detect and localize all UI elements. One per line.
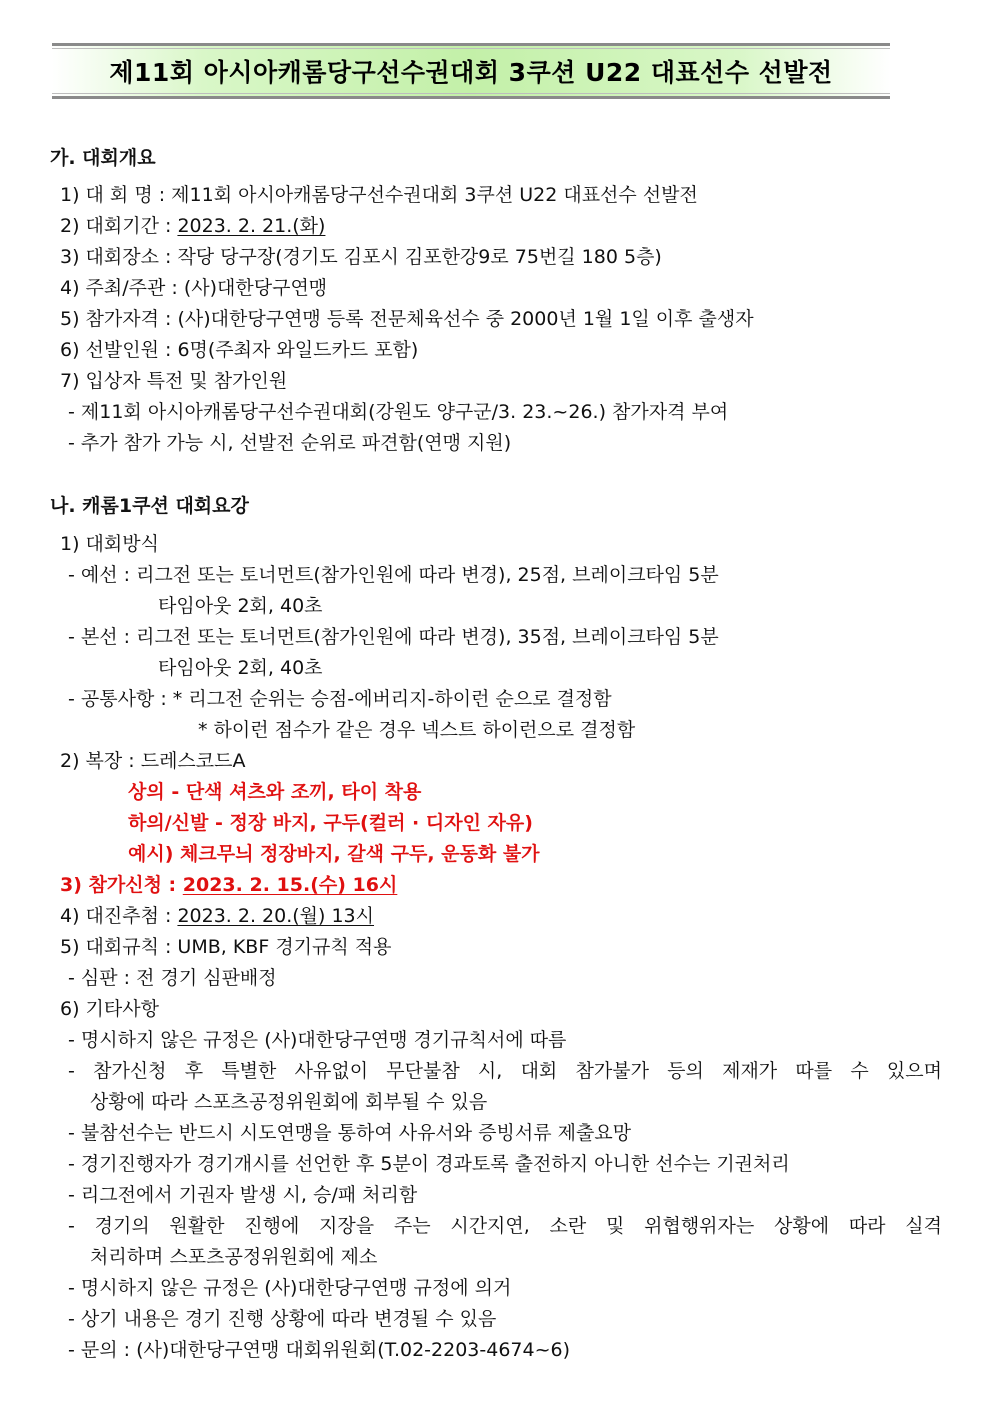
overview-item-selection: 6) 선발인원 : 6명(주최자 와일드카드 포함) [60, 339, 419, 361]
contact-item: - 문의 : (사)대한당구연맹 대회위원회(T.02-2203-4674~6) [68, 1339, 571, 1361]
benefit-bullet: - 제11회 아시아캐롬당구선수권대회(강원도 양구군/3. 23.~26.) 참가자격 부여 [68, 401, 729, 423]
etc-item: - 상기 내용은 경기 진행 상황에 따라 변경될 수 있음 [68, 1308, 497, 1330]
etc-item: - 참가신청 후 특별한 사유없이 무단불참 시, 대회 참가불가 등의 제재가 따를 수 있으며 [68, 1060, 942, 1082]
overview-item-host: 4) 주최/주관 : (사)대한당구연맹 [60, 277, 328, 299]
main-timeout: 타임아웃 2회, 40초 [158, 657, 323, 679]
common-rule-2: * 하이런 점수가 같은 경우 넥스트 하이런으로 결정함 [198, 719, 636, 741]
etc-item: - 경기진행자가 경기개시를 선언한 후 5분이 경과토록 출전하지 아니한 선수는 기권처리 [68, 1153, 790, 1175]
referee-item: - 심판 : 전 경기 심판배정 [68, 967, 277, 989]
etc-item: - 명시하지 않은 규정은 (사)대한당구연맹 규정에 의거 [68, 1277, 512, 1299]
overview-item-venue: 3) 대회장소 : 작당 당구장(경기도 김포시 김포한강9로 75번길 180 5층) [60, 246, 662, 268]
dress-example: 예시) 체크무늬 정장바지, 갈색 구두, 운동화 불가 [128, 843, 540, 865]
overview-item-period: 2) 대회기간 : 2023. 2. 21.(화) [60, 215, 326, 237]
etc-item-cont: 처리하며 스포츠공정위원회에 제소 [90, 1246, 378, 1268]
event-date: 2023. 2. 21.(화) [177, 215, 326, 237]
format-heading: 1) 대회방식 [60, 533, 159, 555]
common-rule: - 공통사항 : * 리그전 순위는 승점-에버리지-하이런 순으로 결정함 [68, 688, 612, 710]
section-b-heading: 나. 캐롬1쿠션 대회요강 [50, 495, 249, 517]
benefit-bullet: - 추가 참가 가능 시, 선발전 순위로 파견함(연맹 지원) [68, 432, 512, 454]
etc-heading: 6) 기타사항 [60, 998, 159, 1020]
overview-item-benefits: 7) 입상자 특전 및 참가인원 [60, 370, 288, 392]
draw-schedule: 4) 대진추첨 : 2023. 2. 20.(월) 13시 [60, 905, 375, 927]
main-rule: - 본선 : 리그전 또는 토너먼트(참가인원에 따라 변경), 35점, 브레이크타임 5분 [68, 626, 719, 648]
title-banner [52, 43, 890, 99]
application-date: 2023. 2. 15.(수) 16시 [182, 874, 398, 896]
etc-item: - 리그전에서 기권자 발생 시, 승/패 처리함 [68, 1184, 418, 1206]
overview-item-eligibility: 5) 참가자격 : (사)대한당구연맹 등록 전문체육선수 중 2000년 1월 1일 이후 출생자 [60, 308, 754, 330]
rules-item: 5) 대회규칙 : UMB, KBF 경기규칙 적용 [60, 936, 392, 958]
draw-date: 2023. 2. 20.(월) 13시 [177, 905, 375, 927]
overview-item-name: 1) 대 회 명 : 제11회 아시아캐롬당구선수권대회 3쿠션 U22 대표선수 선발전 [60, 184, 698, 206]
etc-item: - 경기의 원활한 진행에 지장을 주는 시간지연, 소란 및 위협행위자는 상황에 따라 실격 [68, 1215, 942, 1237]
etc-item: - 불참선수는 반드시 시도연맹을 통하여 사유서와 증빙서류 제출요망 [68, 1122, 632, 1144]
etc-item-cont: 상황에 따라 스포츠공정위원회에 회부될 수 있음 [90, 1091, 488, 1113]
document-title: 제11회 아시아캐롬당구선수권대회 3쿠션 U22 대표선수 선발전 [109, 58, 833, 87]
prelim-rule: - 예선 : 리그전 또는 토너먼트(참가인원에 따라 변경), 25점, 브레이크타임 5분 [68, 564, 719, 586]
section-a-heading: 가. 대회개요 [50, 147, 156, 169]
dress-bottom: 하의/신발 - 정장 바지, 구두(컬러 · 디자인 자유) [128, 812, 533, 834]
application-deadline: 3) 참가신청 : 2023. 2. 15.(수) 16시 [60, 874, 398, 896]
prelim-timeout: 타임아웃 2회, 40초 [158, 595, 323, 617]
etc-item: - 명시하지 않은 규정은 (사)대한당구연맹 경기규칙서에 따름 [68, 1029, 567, 1051]
dress-top: 상의 - 단색 셔츠와 조끼, 타이 착용 [128, 781, 422, 803]
dress-heading: 2) 복장 : 드레스코드A [60, 750, 246, 772]
